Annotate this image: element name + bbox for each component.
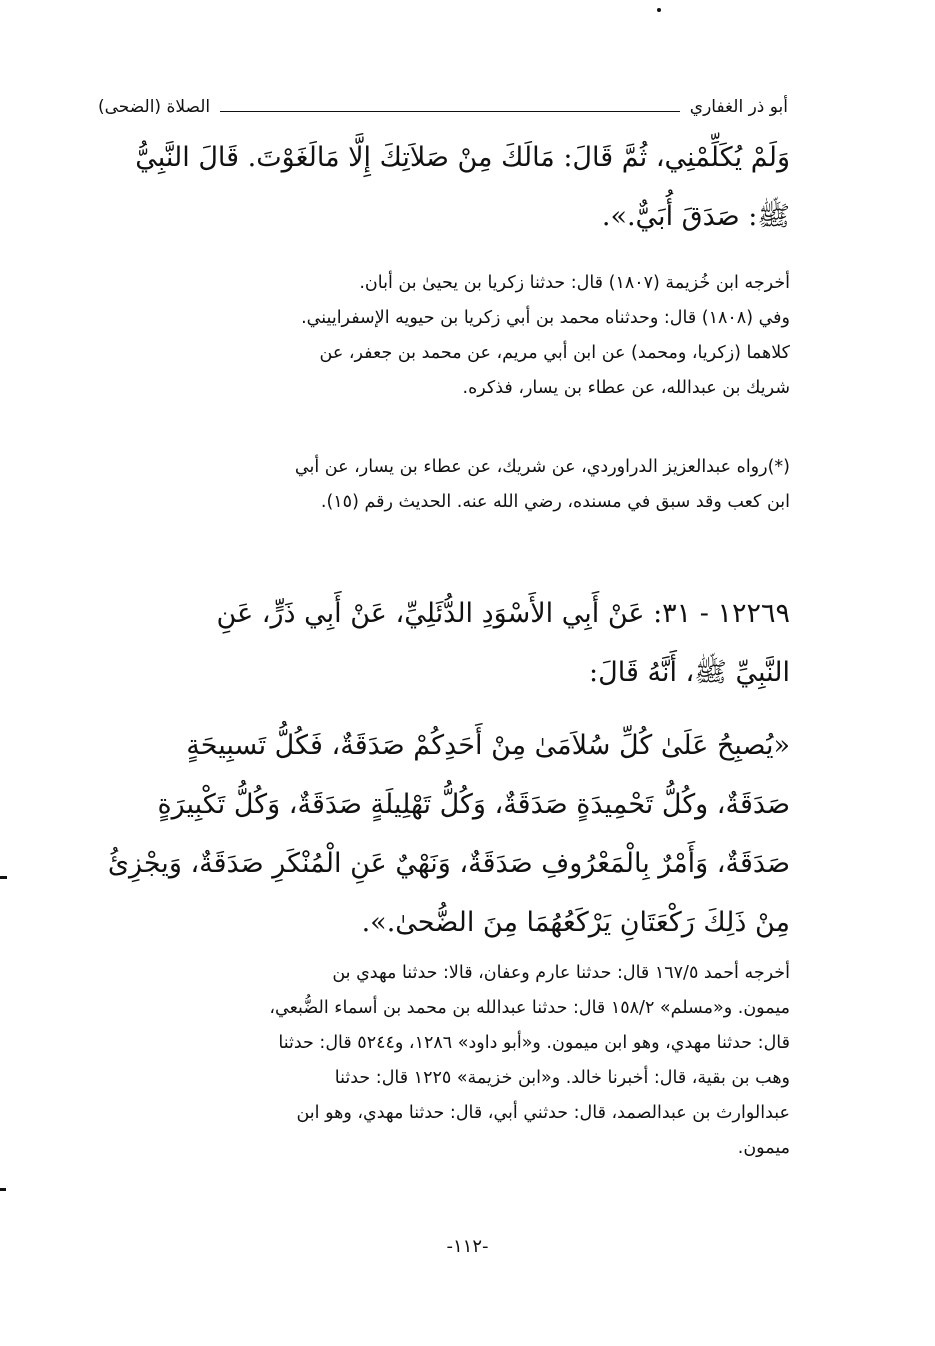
text-line: صَدَقَةٌ، وَأَمْرٌ بِالْمَعْرُوفِ صَدَقَةٌ، وَنَهْيٌ عَنِ الْمُنْكَرِ صَدَقَةٌ، وَيجْزِئُ xyxy=(107,848,790,879)
text-line: ميمون. xyxy=(737,1138,790,1158)
text-line: وفي (١٨٠٨) قال: وحدثناه محمد بن أبي زكريا بن حيويه الإسفراييني. xyxy=(301,308,790,328)
header-rule xyxy=(220,111,680,112)
footnote-sources xyxy=(98,956,790,1166)
text-line: النَّبِيِّ ﷺ، أَنَّهُ قَالَ: xyxy=(589,657,790,688)
text-line: شريك بن عبدالله، عن عطاء بن يسار، فذكره. xyxy=(462,378,790,398)
text-line: (*)رواه عبدالعزيز الدراوردي، عن شريك، عن عطاء بن يسار، عن أبي xyxy=(294,457,790,477)
text-line: أخرجه ابن خُزيمة (١٨٠٧) قال: حدثنا زكريا بن يحيىٰ بن أبان. xyxy=(359,273,790,293)
text-line: وَلَمْ يُكَلِّمْنِي، ثُمَّ قَالَ: مَالَكَ مِنْ صَلاَتِكَ إِلَّا مَالَغَوْتَ. قَالَ النَّبِيُّ xyxy=(135,142,790,173)
text-line: صَدَقَةٌ، وكُلُّ تَحْمِيدَةٍ صَدَقَةٌ، وَكُلُّ تَهْلِيلَةٍ صَدَقَةٌ، وَكُلُّ تَكْبِيرَةٍ xyxy=(157,789,790,820)
narrator-name: أبو ذر الغفاري xyxy=(689,97,788,117)
footnote-takhrij xyxy=(98,266,790,406)
text-line: ﷺ: صَدَقَ أُبَيٌّ.». xyxy=(601,201,790,232)
hadith-continuation xyxy=(98,128,790,246)
text-line: ١٢٢٦٩ - ٣١: عَنْ أَبِي الأَسْوَدِ الدُّئَلِيِّ، عَنْ أَبِي ذَرٍّ، عَنِ xyxy=(216,598,790,629)
text-line: وهب بن بقية، قال: أخبرنا خالد. و«ابن خزيمة» ١٢٢٥ قال: حدثنا xyxy=(334,1068,790,1088)
text-line: كلاهما (زكريا، ومحمد) عن ابن أبي مريم، عن محمد بن جعفر، عن xyxy=(319,343,790,363)
scan-speck xyxy=(657,8,661,12)
footnote-riwaya xyxy=(98,450,790,520)
text-line: ابن كعب وقد سبق في مسنده، رضي الله عنه. الحديث رقم (١٥). xyxy=(320,492,790,512)
text-line: «يُصبِحُ عَلَىٰ كُلِّ سُلاَمَىٰ مِنْ أَحَدِكُمْ صَدَقَةٌ، فَكُلُّ تَسبِيحَةٍ xyxy=(186,730,790,761)
text-line: أخرجه أحمد ١٦٧/٥ قال: حدثنا عارم وعفان، قالا: حدثنا مهدي بن xyxy=(332,963,790,983)
text-line: قال: حدثنا مهدي، وهو ابن ميمون. و«أبو داود» ١٢٨٦، و٥٢٤٤ قال: حدثنا xyxy=(278,1033,790,1053)
scan-edge-mark xyxy=(0,876,7,879)
hadith-isnad xyxy=(98,584,790,702)
scan-edge-mark xyxy=(0,1188,6,1191)
page-number: -١١٢- xyxy=(446,1236,489,1257)
text-line: عبدالوارث بن عبدالصمد، قال: حدثني أبي، قال: حدثنا مهدي، وهو ابن xyxy=(296,1103,790,1123)
text-line: مِنْ ذَلِكَ رَكْعَتَانِ يَرْكَعُهُمَا مِنَ الضُّحىٰ.». xyxy=(361,907,790,938)
text-line: ميمون. و«مسلم» ١٥٨/٢ قال: حدثنا عبدالله بن محمد بن أسماء الضُّبعي، xyxy=(269,998,790,1018)
chapter-title: الصلاة (الضحى) xyxy=(98,97,211,117)
hadith-matn xyxy=(98,716,790,952)
running-header xyxy=(98,92,788,122)
